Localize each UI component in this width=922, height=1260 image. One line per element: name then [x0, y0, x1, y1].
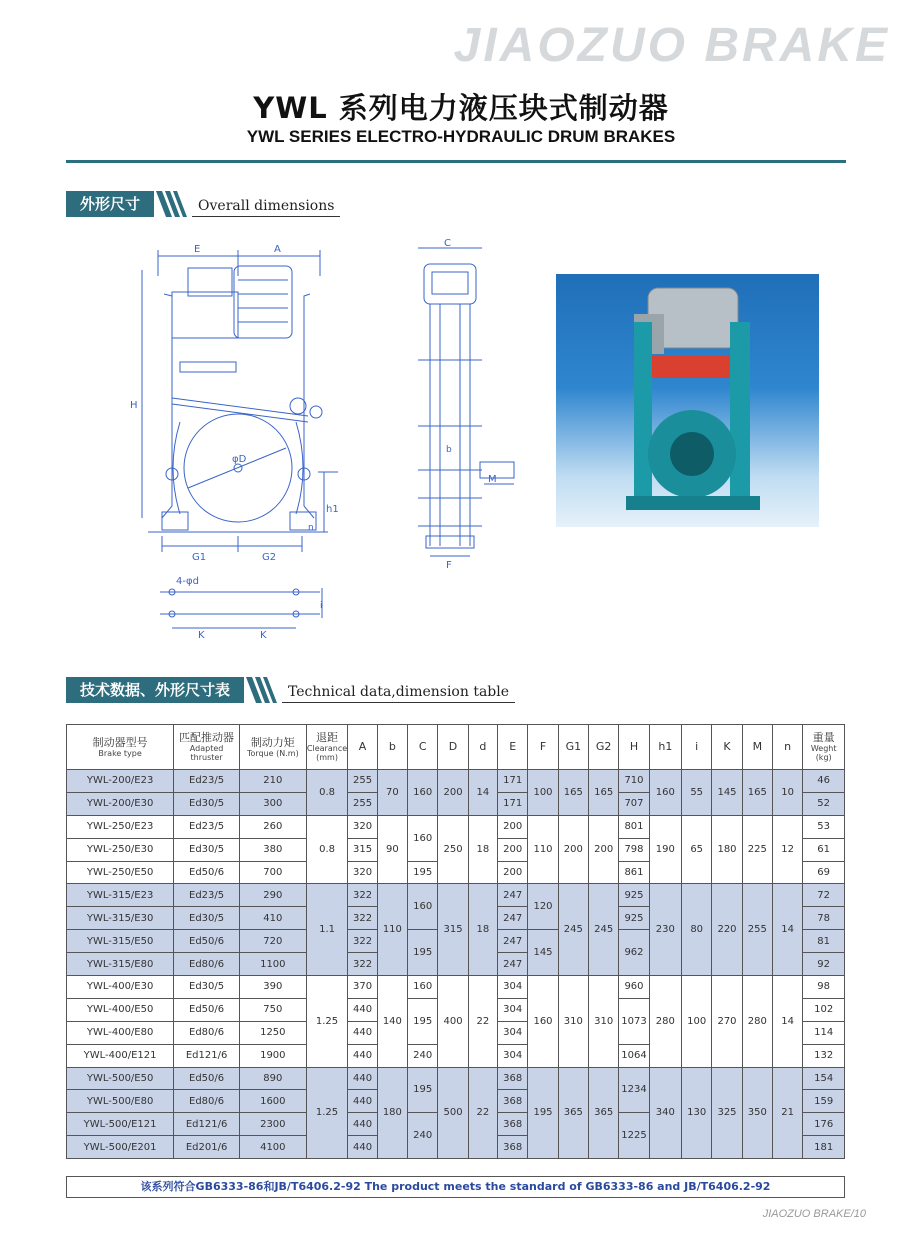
cell-f: 195	[528, 1067, 558, 1159]
base-plan-drawing	[160, 574, 340, 640]
dim-label-m: M	[488, 474, 497, 485]
cell-a: 255	[348, 770, 377, 793]
section-header-table	[66, 677, 515, 703]
page-number: JIAOZUO BRAKE/10	[762, 1208, 866, 1220]
cell-c: 195	[408, 1067, 438, 1113]
cell-brake-type: YWL-400/E80	[67, 1021, 174, 1044]
column-header	[558, 725, 588, 770]
column-header-cn: i	[695, 740, 699, 753]
column-header	[306, 725, 348, 770]
column-header-en: Weght (kg)	[810, 744, 837, 762]
column-header	[174, 725, 240, 770]
cell-weight: 46	[803, 770, 845, 793]
cell-h: 798	[619, 838, 649, 861]
cell-g1: 310	[558, 976, 588, 1068]
cell-e: 200	[498, 815, 528, 838]
cell-k: 270	[712, 976, 742, 1068]
cell-b: 180	[377, 1067, 407, 1159]
cell-weight: 92	[803, 953, 845, 976]
cell-torque: 290	[239, 884, 306, 907]
cell-brake-type: YWL-400/E50	[67, 998, 174, 1021]
cell-e: 368	[498, 1136, 528, 1159]
header-row	[67, 725, 845, 770]
column-header	[619, 725, 649, 770]
cell-b: 110	[377, 884, 407, 976]
cell-thruster: Ed50/6	[174, 998, 240, 1021]
column-header	[649, 725, 681, 770]
cell-b: 70	[377, 770, 407, 816]
cell-h: 925	[619, 907, 649, 930]
cell-f: 100	[528, 770, 558, 816]
table-row	[67, 770, 845, 793]
cell-e: 304	[498, 1044, 528, 1067]
table-row	[67, 1067, 845, 1090]
cell-h: 925	[619, 884, 649, 907]
column-header-cn: G1	[565, 740, 582, 753]
cell-b: 140	[377, 976, 407, 1068]
cell-thruster: Ed30/5	[174, 976, 240, 999]
column-header-cn: D	[448, 740, 458, 753]
column-header-cn: 匹配推动器	[179, 731, 235, 744]
table-row	[67, 976, 845, 999]
cell-thruster: Ed23/5	[174, 770, 240, 793]
cell-g1: 165	[558, 770, 588, 816]
column-header	[468, 725, 497, 770]
cell-h1: 340	[649, 1067, 681, 1159]
cell-d-small: 22	[468, 976, 497, 1068]
cell-d-diameter: 315	[438, 884, 468, 976]
cell-e: 368	[498, 1113, 528, 1136]
cell-g1: 245	[558, 884, 588, 976]
cell-brake-type: YWL-400/E30	[67, 976, 174, 999]
cell-f: 120	[528, 884, 558, 930]
cell-brake-type: YWL-315/E80	[67, 953, 174, 976]
column-header-cn: b	[388, 740, 396, 753]
cell-i: 65	[682, 815, 712, 884]
dim-label-g1: G1	[192, 552, 207, 563]
cell-c: 160	[408, 884, 438, 930]
cell-g1: 200	[558, 815, 588, 884]
cell-clearance: 0.8	[306, 770, 348, 816]
cell-e: 368	[498, 1090, 528, 1113]
column-header-cn: M	[752, 740, 763, 753]
cell-weight: 181	[803, 1136, 845, 1159]
cell-weight: 114	[803, 1021, 845, 1044]
column-header	[682, 725, 712, 770]
cell-a: 440	[348, 1044, 377, 1067]
cell-thruster: Ed80/6	[174, 953, 240, 976]
cell-e: 304	[498, 976, 528, 999]
cell-e: 247	[498, 953, 528, 976]
cell-m: 280	[742, 976, 772, 1068]
cell-g2: 365	[589, 1067, 619, 1159]
cell-k: 145	[712, 770, 742, 816]
dim-label-n: n	[308, 523, 314, 533]
front-view-drawing	[128, 236, 348, 566]
dim-label-d: φD	[232, 454, 247, 465]
standard-note: 该系列符合GB6333-86和JB/T6406.2-92 The product meets the standard of GB6333-86 and JB/T6406.2-92	[66, 1176, 845, 1198]
cell-a: 440	[348, 998, 377, 1021]
cell-h: 710	[619, 770, 649, 793]
cell-e: 304	[498, 998, 528, 1021]
slash-decoration-icon	[154, 191, 192, 217]
cell-e: 247	[498, 884, 528, 907]
dim-label-h: H	[130, 400, 138, 411]
dim-label-4d: 4-φd	[176, 576, 199, 587]
cell-torque: 300	[239, 792, 306, 815]
cell-brake-type: YWL-500/E201	[67, 1136, 174, 1159]
cell-brake-type: YWL-400/E121	[67, 1044, 174, 1067]
technical-data-table	[66, 724, 845, 1159]
cell-e: 200	[498, 861, 528, 884]
column-header	[498, 725, 528, 770]
cell-n: 12	[773, 815, 803, 884]
cell-thruster: Ed80/6	[174, 1021, 240, 1044]
cell-d-diameter: 250	[438, 815, 468, 884]
cell-d-small: 14	[468, 770, 497, 816]
cell-brake-type: YWL-315/E30	[67, 907, 174, 930]
dim-label-b: b	[446, 445, 452, 455]
cell-c: 160	[408, 976, 438, 999]
cell-e: 368	[498, 1067, 528, 1090]
cell-a: 315	[348, 838, 377, 861]
section-title-cn: 外形尺寸	[66, 191, 154, 217]
cell-a: 370	[348, 976, 377, 999]
cell-brake-type: YWL-315/E50	[67, 930, 174, 953]
cell-thruster: Ed30/5	[174, 907, 240, 930]
column-header	[742, 725, 772, 770]
cell-d-small: 18	[468, 815, 497, 884]
column-header-cn: h1	[658, 740, 673, 753]
cell-torque: 410	[239, 907, 306, 930]
cell-torque: 260	[239, 815, 306, 838]
cell-weight: 53	[803, 815, 845, 838]
dim-label-k1: K	[198, 630, 205, 640]
cell-torque: 210	[239, 770, 306, 793]
dim-label-h1: h1	[326, 504, 339, 515]
cell-h1: 280	[649, 976, 681, 1068]
cell-g2: 165	[589, 770, 619, 816]
cell-a: 440	[348, 1021, 377, 1044]
cell-torque: 390	[239, 976, 306, 999]
cell-n: 10	[773, 770, 803, 816]
cell-n: 14	[773, 884, 803, 976]
cell-c: 240	[408, 1113, 438, 1159]
cell-m: 165	[742, 770, 772, 816]
cell-i: 130	[682, 1067, 712, 1159]
cell-a: 320	[348, 815, 377, 838]
cell-a: 320	[348, 861, 377, 884]
column-header-cn: d	[479, 740, 487, 753]
column-header	[377, 725, 407, 770]
cell-e: 171	[498, 770, 528, 793]
page-title-cn: YWL 系列电力液压块式制动器	[253, 91, 669, 125]
cell-a: 322	[348, 930, 377, 953]
cell-brake-type: YWL-250/E23	[67, 815, 174, 838]
cell-a: 322	[348, 953, 377, 976]
cell-weight: 61	[803, 838, 845, 861]
column-header-cn: C	[418, 740, 427, 753]
cell-torque: 750	[239, 998, 306, 1021]
cell-d-small: 22	[468, 1067, 497, 1159]
column-header	[528, 725, 558, 770]
table-row	[67, 884, 845, 907]
cell-d-diameter: 500	[438, 1067, 468, 1159]
cell-torque: 720	[239, 930, 306, 953]
section-title-cn: 技术数据、外形尺寸表	[66, 677, 244, 703]
cell-m: 350	[742, 1067, 772, 1159]
cell-i: 55	[682, 770, 712, 816]
column-header	[803, 725, 845, 770]
section-header-dimensions	[66, 191, 340, 217]
cell-clearance: 1.25	[306, 1067, 348, 1159]
column-header-cn: G2	[595, 740, 612, 753]
cell-torque: 1600	[239, 1090, 306, 1113]
column-header-en: Adapted thruster	[189, 744, 224, 762]
cell-h: 1225	[619, 1113, 649, 1159]
cell-g2: 310	[589, 976, 619, 1068]
cell-brake-type: YWL-500/E121	[67, 1113, 174, 1136]
cell-thruster: Ed30/5	[174, 838, 240, 861]
cell-weight: 159	[803, 1090, 845, 1113]
cell-thruster: Ed23/5	[174, 815, 240, 838]
cell-torque: 380	[239, 838, 306, 861]
cell-f: 145	[528, 930, 558, 976]
cell-h: 1064	[619, 1044, 649, 1067]
cell-torque: 1100	[239, 953, 306, 976]
dim-label-c: C	[444, 238, 451, 249]
cell-e: 200	[498, 838, 528, 861]
cell-thruster: Ed121/6	[174, 1113, 240, 1136]
cell-g2: 200	[589, 815, 619, 884]
cell-thruster: Ed50/6	[174, 930, 240, 953]
cell-a: 322	[348, 907, 377, 930]
cell-h: 960	[619, 976, 649, 999]
cell-b: 90	[377, 815, 407, 884]
cell-k: 180	[712, 815, 742, 884]
cell-h: 1073	[619, 998, 649, 1044]
dim-label-f: F	[446, 560, 452, 571]
column-header-cn: n	[784, 740, 792, 753]
column-header-en: Torque (N.m)	[246, 748, 299, 758]
slash-decoration-icon	[244, 677, 282, 703]
cell-weight: 52	[803, 792, 845, 815]
cell-e: 171	[498, 792, 528, 815]
column-header-cn: F	[539, 740, 547, 753]
cell-clearance: 1.25	[306, 976, 348, 1068]
dim-label-k2: K	[260, 630, 267, 640]
column-header	[408, 725, 438, 770]
cell-h: 707	[619, 792, 649, 815]
column-header-cn: H	[629, 740, 639, 753]
cell-c: 160	[408, 770, 438, 816]
cell-brake-type: YWL-500/E80	[67, 1090, 174, 1113]
cell-brake-type: YWL-200/E30	[67, 792, 174, 815]
column-header	[67, 725, 174, 770]
column-header	[239, 725, 306, 770]
cell-h: 1234	[619, 1067, 649, 1113]
cell-f: 110	[528, 815, 558, 884]
cell-weight: 176	[803, 1113, 845, 1136]
column-header-cn: 退距	[316, 731, 339, 744]
column-header-cn: 重量	[812, 731, 835, 744]
column-header	[589, 725, 619, 770]
cell-h: 861	[619, 861, 649, 884]
product-photo	[556, 274, 819, 527]
cell-e: 247	[498, 907, 528, 930]
cell-brake-type: YWL-315/E23	[67, 884, 174, 907]
cell-thruster: Ed30/5	[174, 792, 240, 815]
section-title-en: Overall dimensions	[192, 198, 340, 217]
cell-f: 160	[528, 976, 558, 1068]
dim-label-i: i	[320, 601, 323, 611]
cell-c: 195	[408, 930, 438, 976]
cell-brake-type: YWL-250/E50	[67, 861, 174, 884]
cell-h1: 190	[649, 815, 681, 884]
cell-c: 240	[408, 1044, 438, 1067]
cell-thruster: Ed201/6	[174, 1136, 240, 1159]
brake-illustration	[556, 274, 819, 527]
cell-m: 225	[742, 815, 772, 884]
column-header-cn: 制动力矩	[250, 735, 295, 749]
cell-a: 440	[348, 1113, 377, 1136]
cell-g1: 365	[558, 1067, 588, 1159]
brand-watermark: JIAOZUO BRAKE	[453, 19, 890, 72]
dim-label-e: E	[194, 244, 201, 255]
cell-weight: 132	[803, 1044, 845, 1067]
cell-thruster: Ed121/6	[174, 1044, 240, 1067]
column-header-cn: E	[509, 740, 517, 753]
cell-c: 195	[408, 998, 438, 1044]
cell-thruster: Ed23/5	[174, 884, 240, 907]
side-view-drawing	[410, 236, 530, 572]
cell-weight: 102	[803, 998, 845, 1021]
cell-k: 325	[712, 1067, 742, 1159]
table-body	[67, 770, 845, 1159]
cell-d-small: 18	[468, 884, 497, 976]
cell-h: 801	[619, 815, 649, 838]
cell-a: 255	[348, 792, 377, 815]
cell-n: 14	[773, 976, 803, 1068]
cell-e: 247	[498, 930, 528, 953]
page-title-en: YWL SERIES ELECTRO-HYDRAULIC DRUM BRAKES	[246, 127, 676, 146]
cell-d-diameter: 200	[438, 770, 468, 816]
cell-brake-type: YWL-500/E50	[67, 1067, 174, 1090]
cell-weight: 81	[803, 930, 845, 953]
column-header-en: Brake type	[98, 748, 142, 758]
column-header	[438, 725, 468, 770]
cell-c: 160	[408, 815, 438, 861]
cell-a: 440	[348, 1090, 377, 1113]
cell-h: 962	[619, 930, 649, 976]
cell-torque: 700	[239, 861, 306, 884]
cell-weight: 154	[803, 1067, 845, 1090]
cell-n: 21	[773, 1067, 803, 1159]
column-header	[348, 725, 377, 770]
cell-i: 80	[682, 884, 712, 976]
cell-c: 195	[408, 861, 438, 884]
cell-weight: 69	[803, 861, 845, 884]
cell-h1: 160	[649, 770, 681, 816]
cell-weight: 78	[803, 907, 845, 930]
title-divider	[66, 160, 846, 163]
column-header	[712, 725, 742, 770]
column-header-cn: A	[358, 740, 367, 753]
cell-weight: 72	[803, 884, 845, 907]
cell-clearance: 1.1	[306, 884, 348, 976]
cell-m: 255	[742, 884, 772, 976]
cell-d-diameter: 400	[438, 976, 468, 1068]
cell-torque: 1900	[239, 1044, 306, 1067]
cell-g2: 245	[589, 884, 619, 976]
cell-thruster: Ed80/6	[174, 1090, 240, 1113]
cell-k: 220	[712, 884, 742, 976]
cell-a: 440	[348, 1136, 377, 1159]
cell-i: 100	[682, 976, 712, 1068]
cell-thruster: Ed50/6	[174, 861, 240, 884]
cell-clearance: 0.8	[306, 815, 348, 884]
cell-weight: 98	[803, 976, 845, 999]
cell-torque: 1250	[239, 1021, 306, 1044]
cell-torque: 4100	[239, 1136, 306, 1159]
dim-label-a: A	[274, 244, 281, 255]
table-header	[67, 725, 845, 770]
cell-e: 304	[498, 1021, 528, 1044]
cell-a: 440	[348, 1067, 377, 1090]
table-row	[67, 815, 845, 838]
cell-a: 322	[348, 884, 377, 907]
column-header-cn: 制动器型号	[92, 735, 148, 749]
section-title-en: Technical data,dimension table	[282, 684, 515, 703]
cell-brake-type: YWL-200/E23	[67, 770, 174, 793]
cell-brake-type: YWL-250/E30	[67, 838, 174, 861]
cell-torque: 890	[239, 1067, 306, 1090]
cell-h1: 230	[649, 884, 681, 976]
column-header	[773, 725, 803, 770]
column-header-cn: K	[723, 740, 731, 753]
cell-thruster: Ed50/6	[174, 1067, 240, 1090]
column-header-en: Clearance (mm)	[306, 744, 348, 762]
dim-label-g2: G2	[262, 552, 277, 563]
cell-torque: 2300	[239, 1113, 306, 1136]
